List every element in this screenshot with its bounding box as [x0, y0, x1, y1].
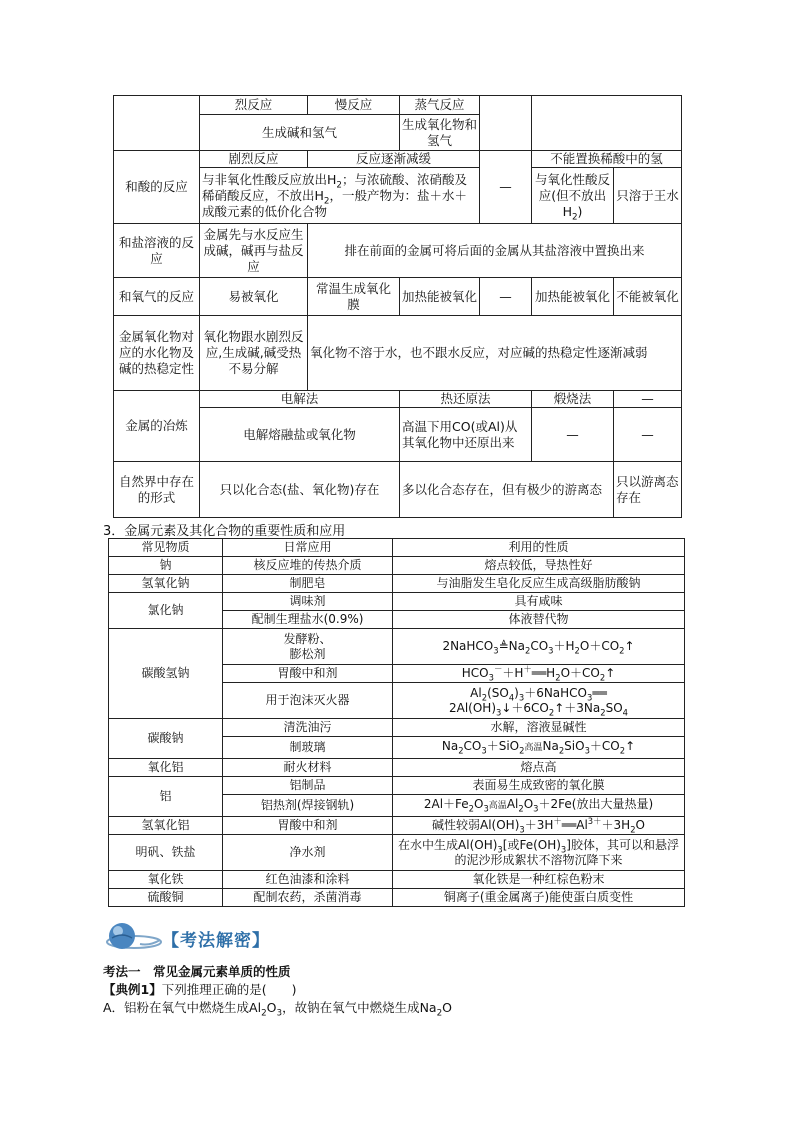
use-cell: 制玻璃	[223, 737, 393, 759]
table-cell: 只以游离态存在	[614, 462, 682, 518]
table-cell: —	[614, 391, 682, 408]
substance-cell: 碳酸钠	[109, 719, 223, 759]
column-header: 利用的性质	[393, 539, 685, 557]
table-cell: 常温生成氧化膜	[308, 278, 400, 316]
use-cell: 核反应堆的传热介质	[223, 557, 393, 575]
table-cell	[532, 96, 682, 151]
row-header: 和盐溶液的反应	[114, 224, 200, 278]
table-cell: 只以化合态(盐、氧化物)存在	[200, 462, 400, 518]
banner-title: 【考法解密】	[162, 931, 270, 951]
property-cell: 表面易生成致密的氧化膜	[393, 777, 685, 795]
table-cell: 氧化物跟水剧烈反应,生成碱,碱受热不易分解	[200, 316, 308, 391]
property-cell: 熔点高	[393, 759, 685, 777]
use-cell: 胃酸中和剂	[223, 817, 393, 835]
table-cell: 与非氧化性酸反应放出$H_2$；与浓硫酸、浓硝酸及稀硝酸反应，不放出$H_2$，一般产物为：盐＋水＋成酸元素的低价化合物	[200, 168, 480, 224]
section-banner	[104, 920, 354, 954]
substance-cell: 氢氧化钠	[109, 575, 223, 593]
use-cell: 铝制品	[223, 777, 393, 795]
table-cell: 电解熔融盐或氧化物	[200, 408, 400, 462]
substance-cell: 明矾、铁盐	[109, 835, 223, 871]
property-cell: 与油脂发生皂化反应生成高级脂肪酸钠	[393, 575, 685, 593]
table-cell: 不能被氧化	[614, 278, 682, 316]
option-a: A．铝粉在氧气中燃烧生成$Al_2O_3$，故钠在氧气中燃烧生成$Na_2O$	[103, 1000, 453, 1019]
metal-properties-table	[113, 95, 682, 518]
use-cell: 净水剂	[223, 835, 393, 871]
substance-cell: 硫酸铜	[109, 889, 223, 907]
substance-cell: 氧化铝	[109, 759, 223, 777]
use-cell: 配制生理盐水(0.9%)	[223, 611, 393, 629]
table-cell: 加热能被氧化	[532, 278, 614, 316]
property-cell: 体液替代物	[393, 611, 685, 629]
table-cell: 煅烧法	[532, 391, 614, 408]
property-cell: 在水中生成$Al(OH)_3$[或$Fe(OH)_3$]胶体，其可以和悬浮的泥沙形成絮状不溶物沉降下来	[393, 835, 685, 871]
row-header: 和酸的反应	[114, 151, 200, 224]
substance-cell: 铝	[109, 777, 223, 817]
column-header: 常见物质	[109, 539, 223, 557]
table-cell: 高温下用CO(或Al)从其氧化物中还原出来	[400, 408, 532, 462]
table-cell	[480, 96, 532, 151]
table-cell: 蒸气反应	[400, 96, 480, 115]
use-cell: 用于泡沫灭火器	[223, 683, 393, 719]
table-cell: 电解法	[200, 391, 400, 408]
table-cell: 加热能被氧化	[400, 278, 480, 316]
property-cell: $HCO_3^-+H^+══H_2O+CO_2↑$	[393, 665, 685, 683]
property-cell: $2Al+Fe_2O_3$高温$Al_2O_3+2Fe$(放出大量热量)	[393, 795, 685, 817]
table-cell: 热还原法	[400, 391, 532, 408]
substance-cell: 氢氧化铝	[109, 817, 223, 835]
property-cell: 铜离子(重金属离子)能使蛋白质变性	[393, 889, 685, 907]
table-cell: 剧烈反应	[200, 151, 308, 168]
use-cell: 铝热剂(焊接钢轨)	[223, 795, 393, 817]
property-cell: $Na_2CO_3+SiO_2$高温$Na_2SiO_3+CO_2↑$	[393, 737, 685, 759]
property-cell: 氧化铁是一种红棕色粉末	[393, 871, 685, 889]
row-header: 金属氧化物对应的水化物及碱的热稳定性	[114, 316, 200, 391]
row-header: 和氧气的反应	[114, 278, 200, 316]
property-cell: 水解，溶液显碱性	[393, 719, 685, 737]
section-title: 3．金属元素及其化合物的重要性质和应用	[103, 524, 346, 539]
use-cell: 发酵粉、 膨松剂	[223, 629, 393, 665]
table-cell	[114, 96, 200, 151]
globe-icon	[104, 920, 162, 954]
substance-cell: 碳酸氢钠	[109, 629, 223, 719]
property-cell: $2NaHCO_3≜Na_2CO_3+H_2O+CO_2↑$	[393, 629, 685, 665]
use-cell: 红色油漆和涂料	[223, 871, 393, 889]
table-cell: —	[480, 151, 532, 224]
row-header: 金属的冶炼	[114, 391, 200, 462]
property-cell: 具有咸味	[393, 593, 685, 611]
method-heading: 考法一 常见金属元素单质的性质	[103, 964, 291, 979]
example-text: 下列推理正确的是( )	[161, 982, 297, 997]
column-header: 日常应用	[223, 539, 393, 557]
table-cell: —	[614, 408, 682, 462]
table-cell: 生成氧化物和氢气	[400, 115, 480, 151]
use-cell: 制肥皂	[223, 575, 393, 593]
table-cell: 易被氧化	[200, 278, 308, 316]
table-cell: 金属先与水反应生成碱，碱再与盐反应	[200, 224, 308, 278]
property-cell: 碱性较弱$Al(OH)_3+3H^+══Al^{3+}+3H_2O$	[393, 817, 685, 835]
substance-cell: 钠	[109, 557, 223, 575]
table-cell: —	[480, 278, 532, 316]
table-cell: 多以化合态存在，但有极少的游离态	[400, 462, 614, 518]
table-cell: 氧化物不溶于水，也不跟水反应，对应碱的热稳定性逐渐减弱	[308, 316, 682, 391]
table-cell: 生成碱和氢气	[200, 115, 400, 151]
property-cell: 熔点较低，导热性好	[393, 557, 685, 575]
use-cell: 耐火材料	[223, 759, 393, 777]
table-cell: 不能置换稀酸中的氢	[532, 151, 682, 168]
applications-table	[108, 538, 685, 907]
property-cell: $Al_2(SO_4)_3+6NaHCO_3══$ $2Al(OH)_3↓+6CO_2↑+3Na_2SO_4$	[393, 683, 685, 719]
table-cell: 只溶于王水	[614, 168, 682, 224]
table-cell: 慢反应	[308, 96, 400, 115]
row-header: 自然界中存在的形式	[114, 462, 200, 518]
table-cell: —	[532, 408, 614, 462]
substance-cell: 氯化钠	[109, 593, 223, 629]
use-cell: 清洗油污	[223, 719, 393, 737]
table-cell: 反应逐渐减缓	[308, 151, 480, 168]
example-label: 【典例1】	[103, 982, 162, 997]
table-cell: 与氧化性酸反应(但不放出$H_2$)	[532, 168, 614, 224]
example-question	[103, 980, 296, 998]
table-cell: 烈反应	[200, 96, 308, 115]
use-cell: 调味剂	[223, 593, 393, 611]
use-cell: 胃酸中和剂	[223, 665, 393, 683]
use-cell: 配制农药，杀菌消毒	[223, 889, 393, 907]
table-cell: 排在前面的金属可将后面的金属从其盐溶液中置换出来	[308, 224, 682, 278]
substance-cell: 氧化铁	[109, 871, 223, 889]
